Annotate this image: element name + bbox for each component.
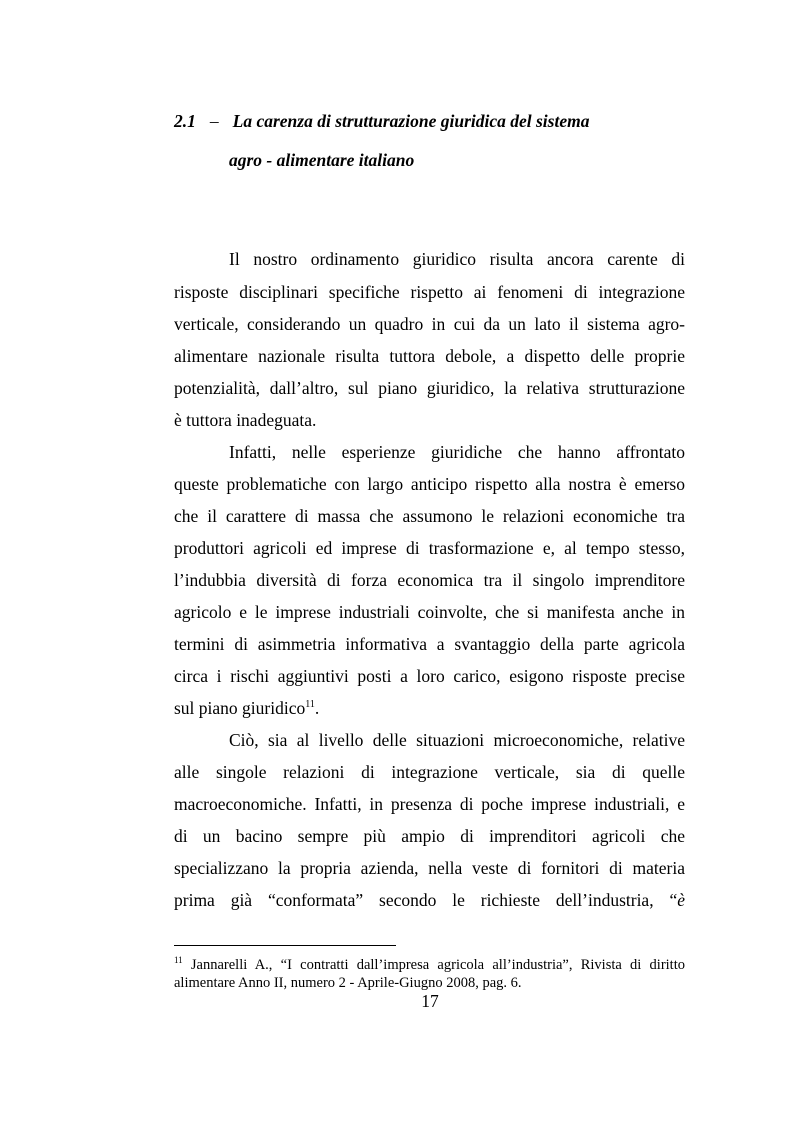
section-number: 2.1 [174, 111, 196, 131]
paragraph-3-last-line [174, 889, 685, 911]
paragraph-3-line: di un bacino sempre più ampio di imprenditori agricoli che [174, 826, 685, 846]
paragraph-2-line: produttori agricoli ed imprese di trasformazione e, al tempo stesso, [174, 538, 685, 558]
paragraph-2-last-line [174, 697, 685, 719]
paragraph-1-line: risposte disciplinari specifiche rispetto ai fenomeni di integrazione [174, 282, 685, 302]
footnote-text-line1: Jannarelli A., “I contratti dall’impresa agricola all’industria”, Rivista di diritto [182, 957, 685, 973]
footnote-line-1 [174, 956, 685, 974]
footnote-line-2: alimentare Anno II, numero 2 - Aprile-Giugno 2008, pag. 6. [174, 975, 522, 991]
section-title-line1: La carenza di strutturazione giuridica del sistema [232, 111, 590, 131]
paragraph-3-line: macroeconomiche. Infatti, in presenza di poche imprese industriali, e [174, 794, 685, 814]
paragraph-2-line: circa i rischi aggiuntivi posti a loro carico, esigono risposte precise [174, 666, 685, 686]
section-title-line2: agro - alimentare italiano [229, 150, 415, 170]
paragraph-1-line: verticale, considerando un quadro in cui da un lato il sistema agro- [174, 314, 685, 334]
paragraph-2-line: Infatti, nelle esperienze giuridiche che hanno affrontato [229, 442, 685, 462]
paragraph-2-end: . [314, 698, 320, 718]
page-number: 17 [421, 991, 439, 1011]
paragraph-2-line: termini di asimmetria informativa a svantaggio della parte agricola [174, 634, 685, 654]
paragraph-1-line: Il nostro ordinamento giuridico risulta ancora carente di [229, 249, 685, 269]
footnote-mark: 11 [174, 955, 183, 965]
paragraph-1-line: alimentare nazionale risulta tuttora debole, a dispetto delle proprie [174, 346, 685, 366]
paragraph-3-line: Ciò, sia al livello delle situazioni microeconomiche, relative [229, 730, 685, 750]
footnote-reference[interactable]: 11 [305, 699, 315, 710]
paragraph-1-line: è tuttora inadeguata. [174, 410, 317, 430]
paragraph-3-line: prima già “conformata” secondo le richieste dell’industria, “ [174, 890, 678, 910]
section-dash: – [209, 111, 219, 131]
section-heading [174, 111, 714, 132]
paragraph-2-line: l’indubbia diversità di forza economica tra il singolo imprenditore [174, 570, 685, 590]
paragraph-2-line: sul piano giuridico [174, 698, 306, 718]
paragraph-3-italic-tail: è [677, 890, 685, 910]
paragraph-2-line: queste problematiche con largo anticipo rispetto alla nostra è emerso [174, 474, 685, 494]
paragraph-1-line: potenzialità, dall’altro, sul piano giuridico, la relativa strutturazione [174, 378, 685, 398]
footnote-separator [174, 945, 396, 946]
paragraph-3-line: specializzano la propria azienda, nella veste di fornitori di materia [174, 858, 685, 878]
paragraph-2-line: agricolo e le imprese industriali coinvolte, che si manifesta anche in [174, 602, 685, 622]
paragraph-3-line: alle singole relazioni di integrazione verticale, sia di quelle [174, 762, 685, 782]
paragraph-2-line: che il carattere di massa che assumono le relazioni economiche tra [174, 506, 685, 526]
